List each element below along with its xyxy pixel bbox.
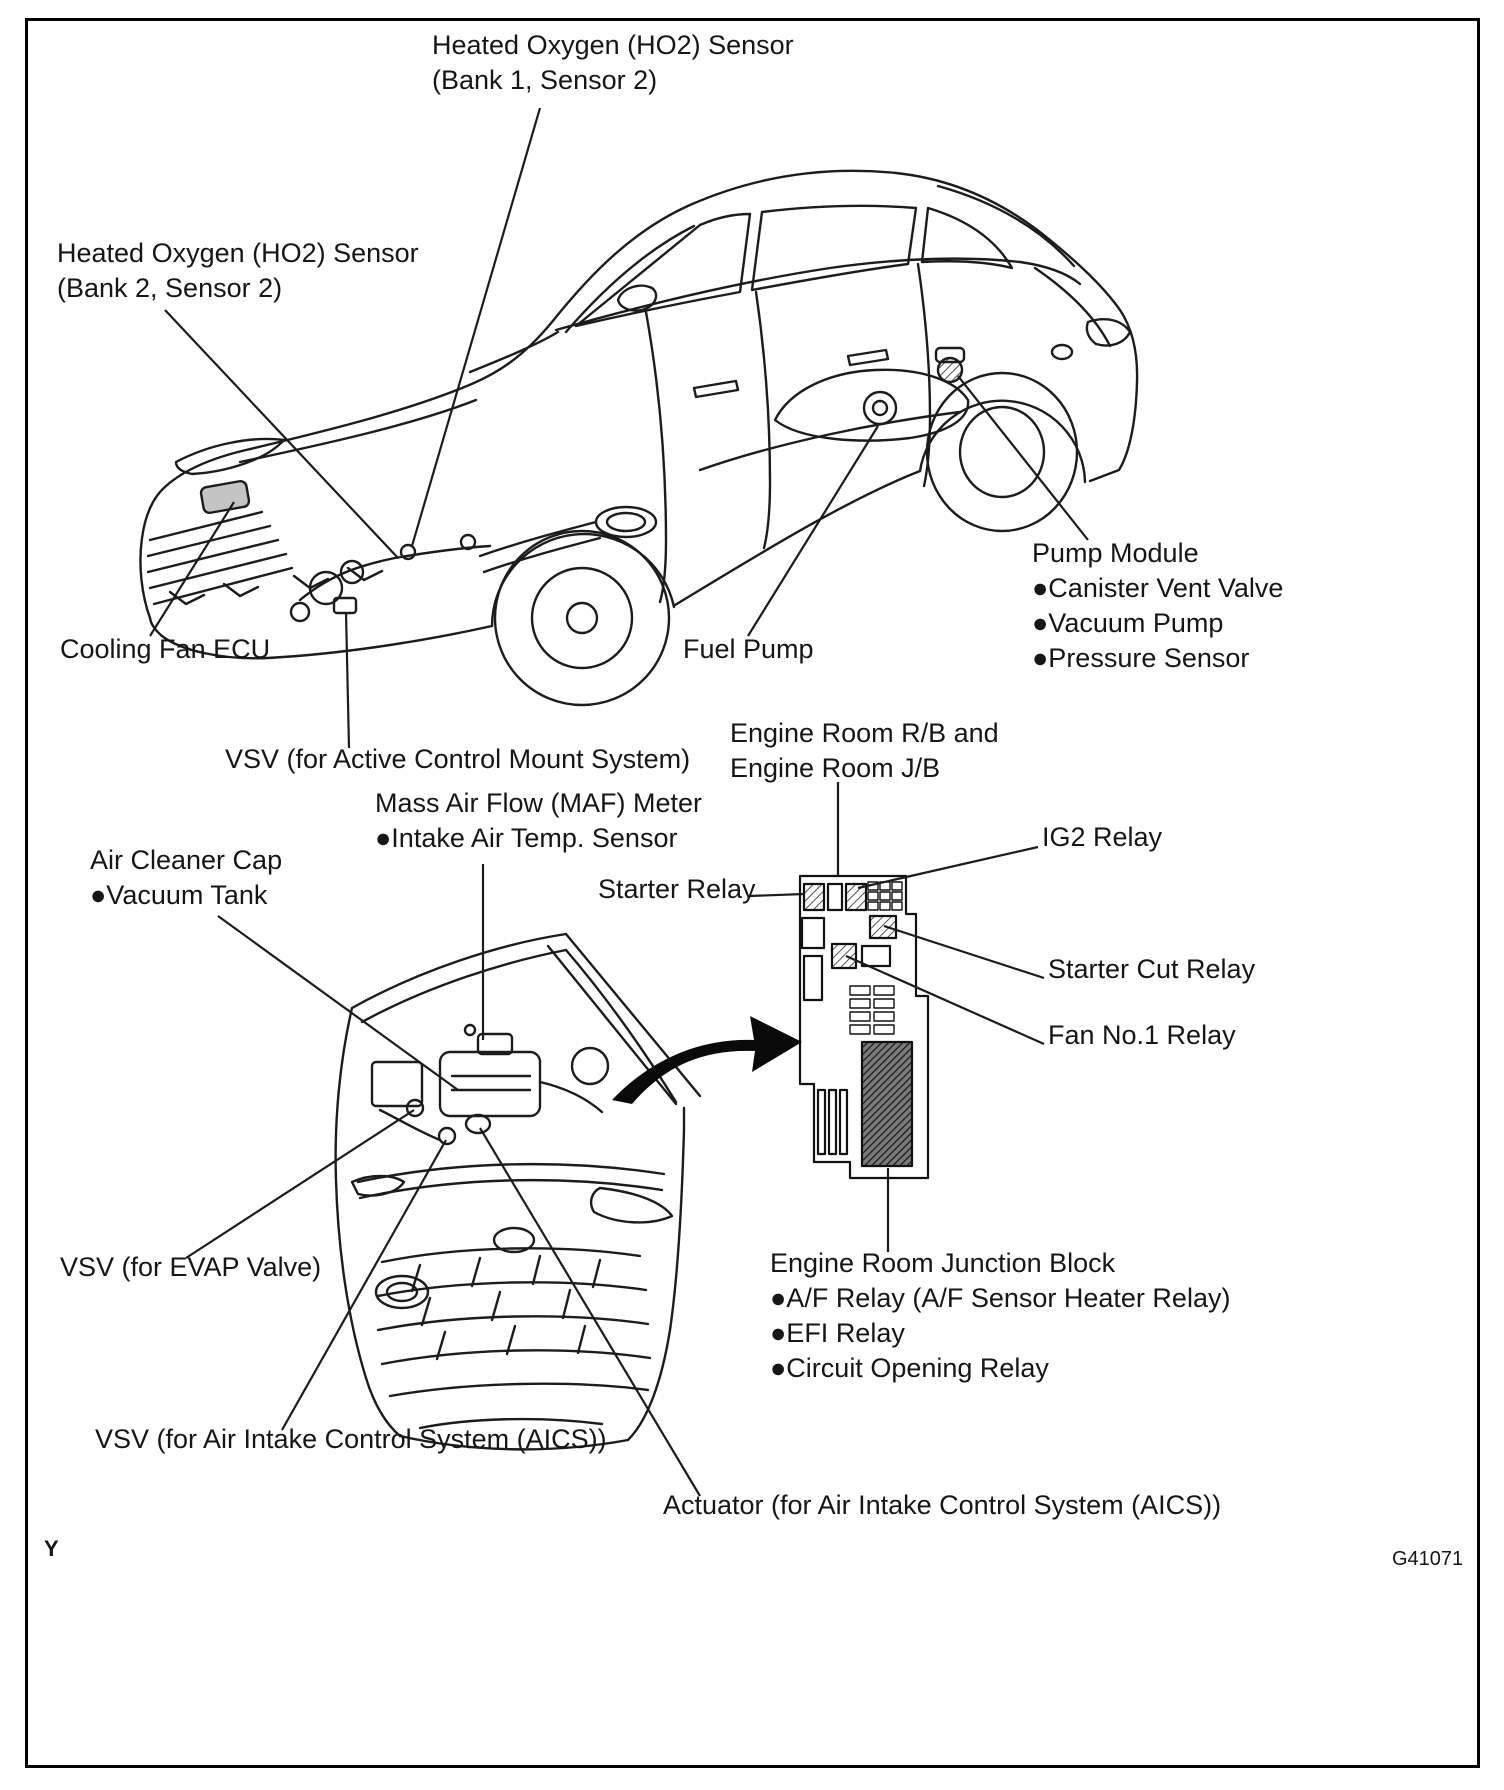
label-line: Starter Relay: [598, 874, 756, 904]
label-line: VSV (for Air Intake Control System (AICS)): [95, 1424, 607, 1454]
label-line: Heated Oxygen (HO2) Sensor: [57, 238, 419, 268]
figure-code: G41071: [1392, 1548, 1464, 1570]
label-bullet-item: ●EFI Relay: [770, 1318, 905, 1348]
page-corner-mark: Y: [44, 1536, 59, 1561]
label-line: Fuel Pump: [683, 634, 814, 664]
label-bullet-item: ●Pressure Sensor: [1032, 643, 1250, 673]
label-line: Starter Cut Relay: [1048, 954, 1256, 984]
label-line: VSV (for EVAP Valve): [60, 1252, 322, 1282]
label-line: Engine Room J/B: [730, 753, 941, 783]
label-line: Fan No.1 Relay: [1048, 1020, 1236, 1050]
label-line: Cooling Fan ECU: [60, 634, 271, 664]
label-line: Actuator (for Air Intake Control System (AICS)): [663, 1490, 1222, 1520]
label-bullet-item: ●Vacuum Tank: [90, 880, 268, 910]
label-title: Mass Air Flow (MAF) Meter: [375, 788, 703, 818]
label-bullet-item: ●A/F Relay (A/F Sensor Heater Relay): [770, 1283, 1231, 1313]
label-bullet-item: ●Circuit Opening Relay: [770, 1353, 1049, 1383]
label-line: VSV (for Active Control Mount System): [225, 744, 691, 774]
label-bullet-item: ●Intake Air Temp. Sensor: [375, 823, 678, 853]
page-border: [25, 18, 1480, 1768]
label-line: (Bank 2, Sensor 2): [57, 273, 283, 303]
label-title: Air Cleaner Cap: [90, 845, 283, 875]
label-bullet-item: ●Canister Vent Valve: [1032, 573, 1284, 603]
label-line: IG2 Relay: [1042, 822, 1163, 852]
label-line: Engine Room R/B and: [730, 718, 999, 748]
label-title: Pump Module: [1032, 538, 1199, 568]
label-title: Engine Room Junction Block: [770, 1248, 1116, 1278]
label-bullet-item: ●Vacuum Pump: [1032, 608, 1224, 638]
label-line: Heated Oxygen (HO2) Sensor: [432, 30, 794, 60]
label-line: (Bank 1, Sensor 2): [432, 65, 658, 95]
